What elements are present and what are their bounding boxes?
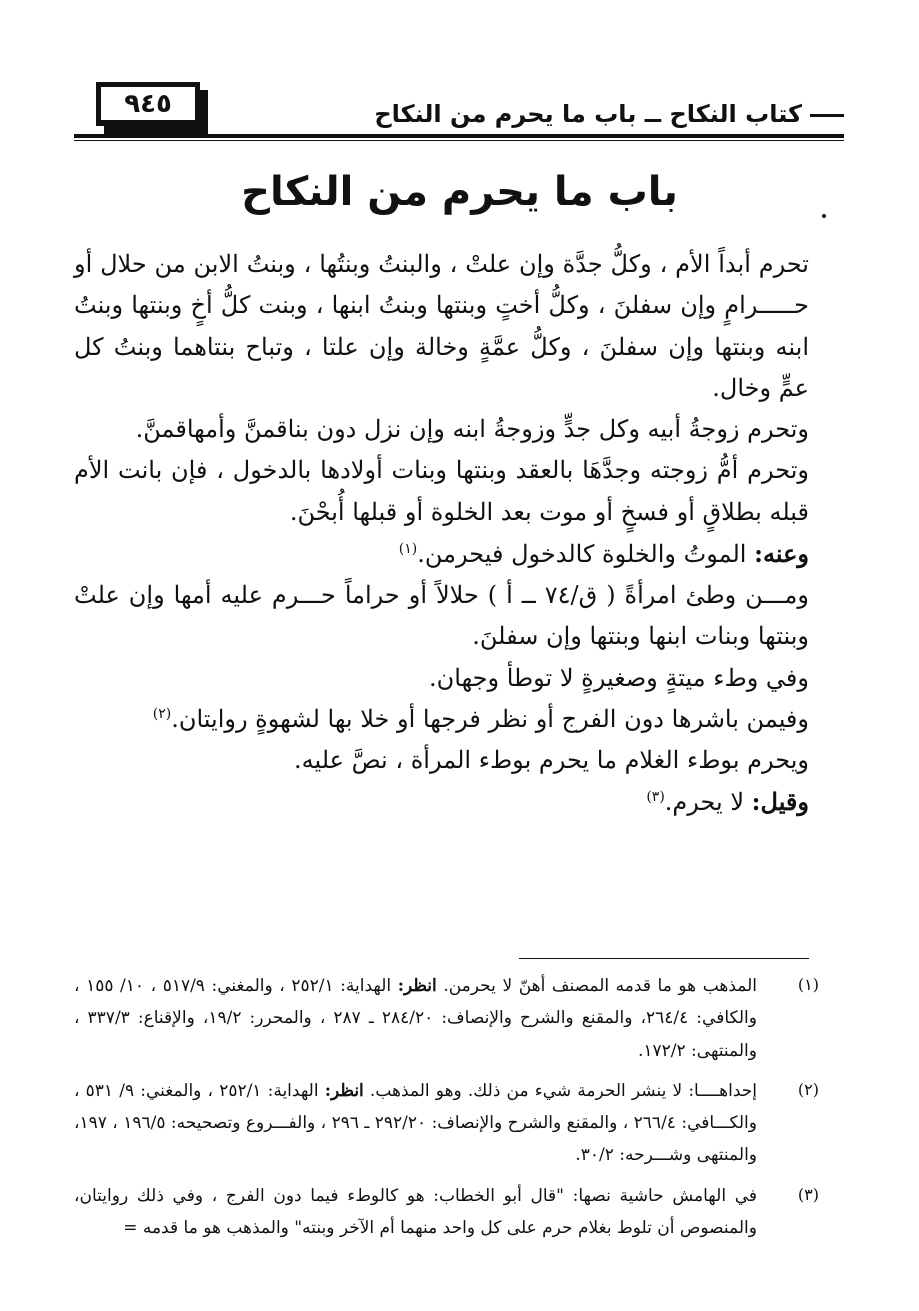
running-head	[374, 102, 844, 126]
header-rule-thin	[74, 140, 844, 141]
footnote-lead: انظر:	[397, 976, 437, 996]
footnote-separator	[519, 958, 809, 959]
footnote-lead: انظر:	[324, 1080, 364, 1101]
paragraph-9-text: لا يحرم.	[664, 788, 752, 817]
footnote-ref-3[interactable]: (٣)	[646, 789, 665, 806]
footnote-ref-1[interactable]: (١)	[398, 540, 418, 557]
chapter-title: باب ما يحرم من النكاح	[241, 169, 678, 215]
page-header	[74, 82, 844, 146]
paragraph-4-lead: وعنه:	[754, 538, 809, 568]
scan-speck	[822, 214, 826, 218]
paragraph-9-lead: وقيل:	[751, 787, 809, 817]
running-head-dash	[810, 114, 844, 117]
footnote-ref-2[interactable]: (٢)	[152, 705, 172, 722]
footnote-number: (١)	[797, 975, 819, 994]
paragraph-2: وتحرم زوجةُ أبيه وكل جدٍّ وزوجةُ ابنه وإن نزل دون بناقمنَّ وأمهاقمنَّ.	[135, 415, 809, 444]
footnote-3	[74, 1180, 819, 1245]
footnote-text-rest: الهداية: ٢٥٢/١ ، والمغني: ٩/ ٥٣١ ، والكـــافي: ٢٦٦/٤ ، والمقنع والشرح والإنصاف: ٢٩٢/٢٠ ـ ٢٩٦ ، والفـــروع وتصحيحه: ١٩٦/٥ ، ١٩٧، والمنتهى وشـــرحه: ٣٠/٢.	[74, 1080, 757, 1166]
paragraph-4-text: الموتُ والخلوة كالدخول فيحرمن.	[417, 539, 755, 568]
paragraph-1: تحرم أبداً الأم ، وكلُّ جدَّة وإن علتْ ، والبنتُ وبنتُها ، وبنتُ الابن من حلال أو حـــــرامٍ وإن سفلنَ ، وكلُّ أختٍ وبنتها وبنتُ ابنها ، وبنت كلُّ أخٍ وبنتها وبنتُ ابنه وبنتها وإن سفلنَ ، وكلُّ عمَّةٍ وخالة وإن علتا ، وتباح بنتاهما وبنتُ كل عمٍّ وخال.	[74, 250, 809, 402]
paragraph-6: وفي وطء ميتةٍ وصغيرةٍ لا توطأ وجهان.	[429, 663, 809, 692]
running-head-text: كتاب النكاح ــ باب ما يحرم من النكاح	[374, 100, 802, 128]
paragraph-3: وتحرم أمُّ زوجته وجدَّهَا بالعقد وبنتها وبنات أولادها بالدخول ، فإن بانت الأم قبله بطلاقٍ أو فسخٍ أو موت بعد الخلوة أو قبلها أُبحْنَ.	[74, 456, 809, 526]
footnotes	[74, 970, 819, 1252]
footnote-text-rest: الهداية: ٢٥٢/١ ، والمغني: ٥١٧/٩ ، ١٠/ ١٥٥ ، والكافي: ٢٦٤/٤، والمقنع والشرح والإنصاف: ٢٨٤/٢٠ ـ ٢٨٧ ، والمحرر: ١٩/٢، والإقناع: ٣٣٧/٣ ، والمنتهى: ١٧٢/٢.	[74, 976, 757, 1061]
footnote-text: إحداهــــا: لا ينشر الحرمة شيء من ذلك. وهو المذهب.	[363, 1080, 757, 1101]
main-text	[74, 244, 809, 824]
footnote-2	[74, 1075, 819, 1172]
paragraph-4	[74, 533, 809, 575]
paragraph-7	[74, 699, 809, 740]
paragraph-8: ويحرم بوطء الغلام ما يحرم بوطء المرأة ، نصَّ عليه.	[294, 746, 809, 775]
paragraph-5: ومـــن وطئ امرأةً ( ق/٧٤ ــ أ ) حلالاً أو حراماً حـــرم عليه أمها وإن علتْ وبنتها وبنات ابنها وبنتها وإن سفلنَ.	[74, 581, 809, 651]
page-number: ٩٤٥	[96, 82, 200, 126]
header-rule-thick	[74, 134, 844, 138]
footnote-1	[74, 970, 819, 1067]
footnote-number: (٢)	[797, 1079, 819, 1099]
paragraph-9	[74, 781, 809, 823]
footnote-text: في الهامش حاشية نصها: "قال أبو الخطاب: هو كالوطء فيما دون الفرج ، وفي ذلك روايتان، والمنصوص أن تلوط بغلام حرم على كل واحد منهما أم الآخر وبنته" والمذهب هو ما قدمه =	[74, 1185, 757, 1239]
paragraph-7-text: وفيمن باشرها دون الفرج أو نظر فرجها أو خلا بها لشهوةٍ روايتان.	[171, 704, 809, 733]
footnote-text: المذهب هو ما قدمه المصنف أهنّ لا يحرمن.	[436, 976, 758, 996]
footnote-number: (٣)	[797, 1184, 819, 1204]
